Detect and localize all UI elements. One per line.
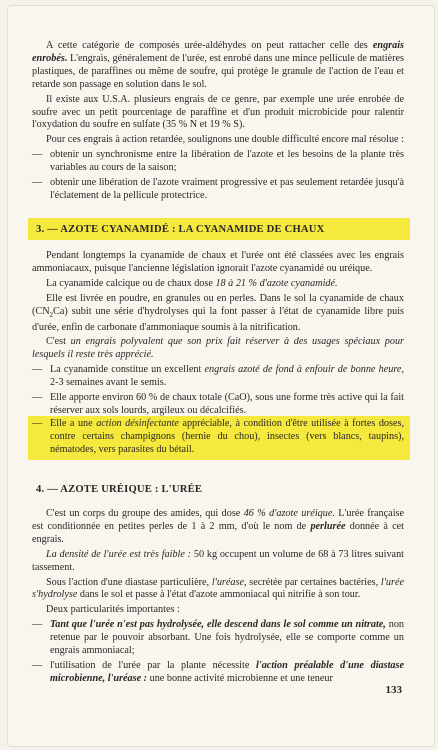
dash-marker: — [32, 364, 43, 376]
s3-dash-item-1: — La cyanamide constitue un excellent engrais azoté de fond à enfouir de bonne heure, 2-3 semaines avant le semis. [32, 364, 404, 389]
dash-marker: — [32, 149, 43, 161]
s4-dash-item-2: — l'utilisation de l'urée par la plante nécessite l'action préalable d'une diastase microbienne, l'uréase : une bonne activité microbienne et une teneur [32, 659, 405, 684]
section-4-heading: 4. — AZOTE URÉIQUE : L'URÉE [36, 484, 203, 495]
s4-paragraph-4: Deux particularités importantes : [46, 604, 180, 616]
intro-block [32, 40, 404, 205]
section-3-body [32, 250, 404, 420]
dash-marker: — [32, 418, 43, 429]
dash-marker: — [32, 392, 43, 404]
s4-paragraph-1: C'est un corps du groupe des amides, qui dose 46 % d'azote uréique. L'urée française est conditionnée en petites perles de 1 à 2 mm, d'où le nom de perlurée donnée à cet engrais. [32, 508, 405, 545]
intro-paragraph-3: Pour ces engrais à action retardée, soulignons une double difficulté encore mal résolue : [46, 134, 404, 146]
s3-dash-item-3: — Elle a une action désinfectante appréciable, à condition d'être utilisée à fortes doses, contre certains champignons (hernie du chou), insectes (vers blancs, taupins), nématodes, vers parasites du bétail. [32, 418, 405, 455]
dash-marker: — [32, 659, 43, 671]
section-3-heading: 3. — AZOTE CYANAMIDÉ : LA CYANAMIDE DE CHAUX [36, 224, 325, 235]
s3-paragraph-4: C'est un engrais polyvalent que son prix fait réserver à des usages spéciaux pour lesquels il reste très apprécié. [32, 336, 405, 361]
s3-paragraph-1: Pendant longtemps la cyanamide de chaux et l'urée ont été classées avec les engrais ammoniacaux, puisque l'ancienne législation ignorait l'azote cyanamidé ou uréique. [32, 250, 404, 274]
intro-paragraph-1: A cette catégorie de composés urée-aldéhydes on peut rattacher celle des engrais enrobés. L'engrais, généralement de l'urée, est enrobé dans une mince pellicule de matières plastiques, de paraffines ou même de soufre, qui protège le granule de l'action de l'eau et retarde son passage en solution dans le sol. [32, 40, 405, 90]
s4-dash-item-1: — Tant que l'urée n'est pas hydrolysée, elle descend dans le sol comme un nitrate, non retenue par le pouvoir absorbant. Une fois hydrolysée, elle se comporte comme un engrais ammoniacal; [32, 619, 405, 657]
intro-dash-item-1: — obtenir un synchronisme entre la libération de l'azote et les besoins de la plante très variables au cours de la saison; [32, 149, 404, 174]
section-4-body [32, 508, 404, 688]
intro-paragraph-2: Il existe aux U.S.A. plusieurs engrais de ce genre, par exemple une urée enrobée de soufre avec un petit pourcentage de paraffine et d'un produit microbicide pour ralentir l'oxydation du soufre en sulfate (35 % N et 19 % S). [32, 93, 404, 131]
page-number: 133 [385, 684, 402, 696]
s3-paragraph-3: Elle est livrée en poudre, en granules ou en perles. Dans le sol la cyanamide de chaux $(CN_2Ca)$ subit une série d'hydrolyses qui la font passer à l'état de cyanamide libre puis d'urée, enfin de carbonate d'ammoniaque soumis à la nitrification. [32, 292, 404, 333]
s3-paragraph-2: La cyanamide calcique ou de chaux dose 18 à 21 % d'azote cyanamidé. [46, 277, 338, 289]
intro-dash-item-2: — obtenir une libération de l'azote vraiment progressive et pas seulement retardée jusqu'à l'éclatement de la pellicule protectrice. [32, 177, 404, 201]
section-3-highlighted [32, 418, 404, 459]
s4-paragraph-3: Sous l'action d'une diastase particulière, l'uréase, secrétée par certaines bactéries, l'urée s'hydrolyse dans le sol et passe à l'état d'azote ammoniacal qui nitrifie à son tour. [32, 576, 405, 601]
dash-marker: — [32, 619, 43, 631]
s3-dash-item-2: — Elle apporte environ 60 % de chaux totale (CaO), sous une forme très active qui la fait réserver aux sols lourds, argileux ou décalcifiés. [32, 392, 404, 416]
s4-paragraph-2: La densité de l'urée est très faible : 50 kg occupent un volume de 68 à 73 litres suivant tassement. [32, 548, 404, 573]
dash-marker: — [32, 177, 43, 189]
